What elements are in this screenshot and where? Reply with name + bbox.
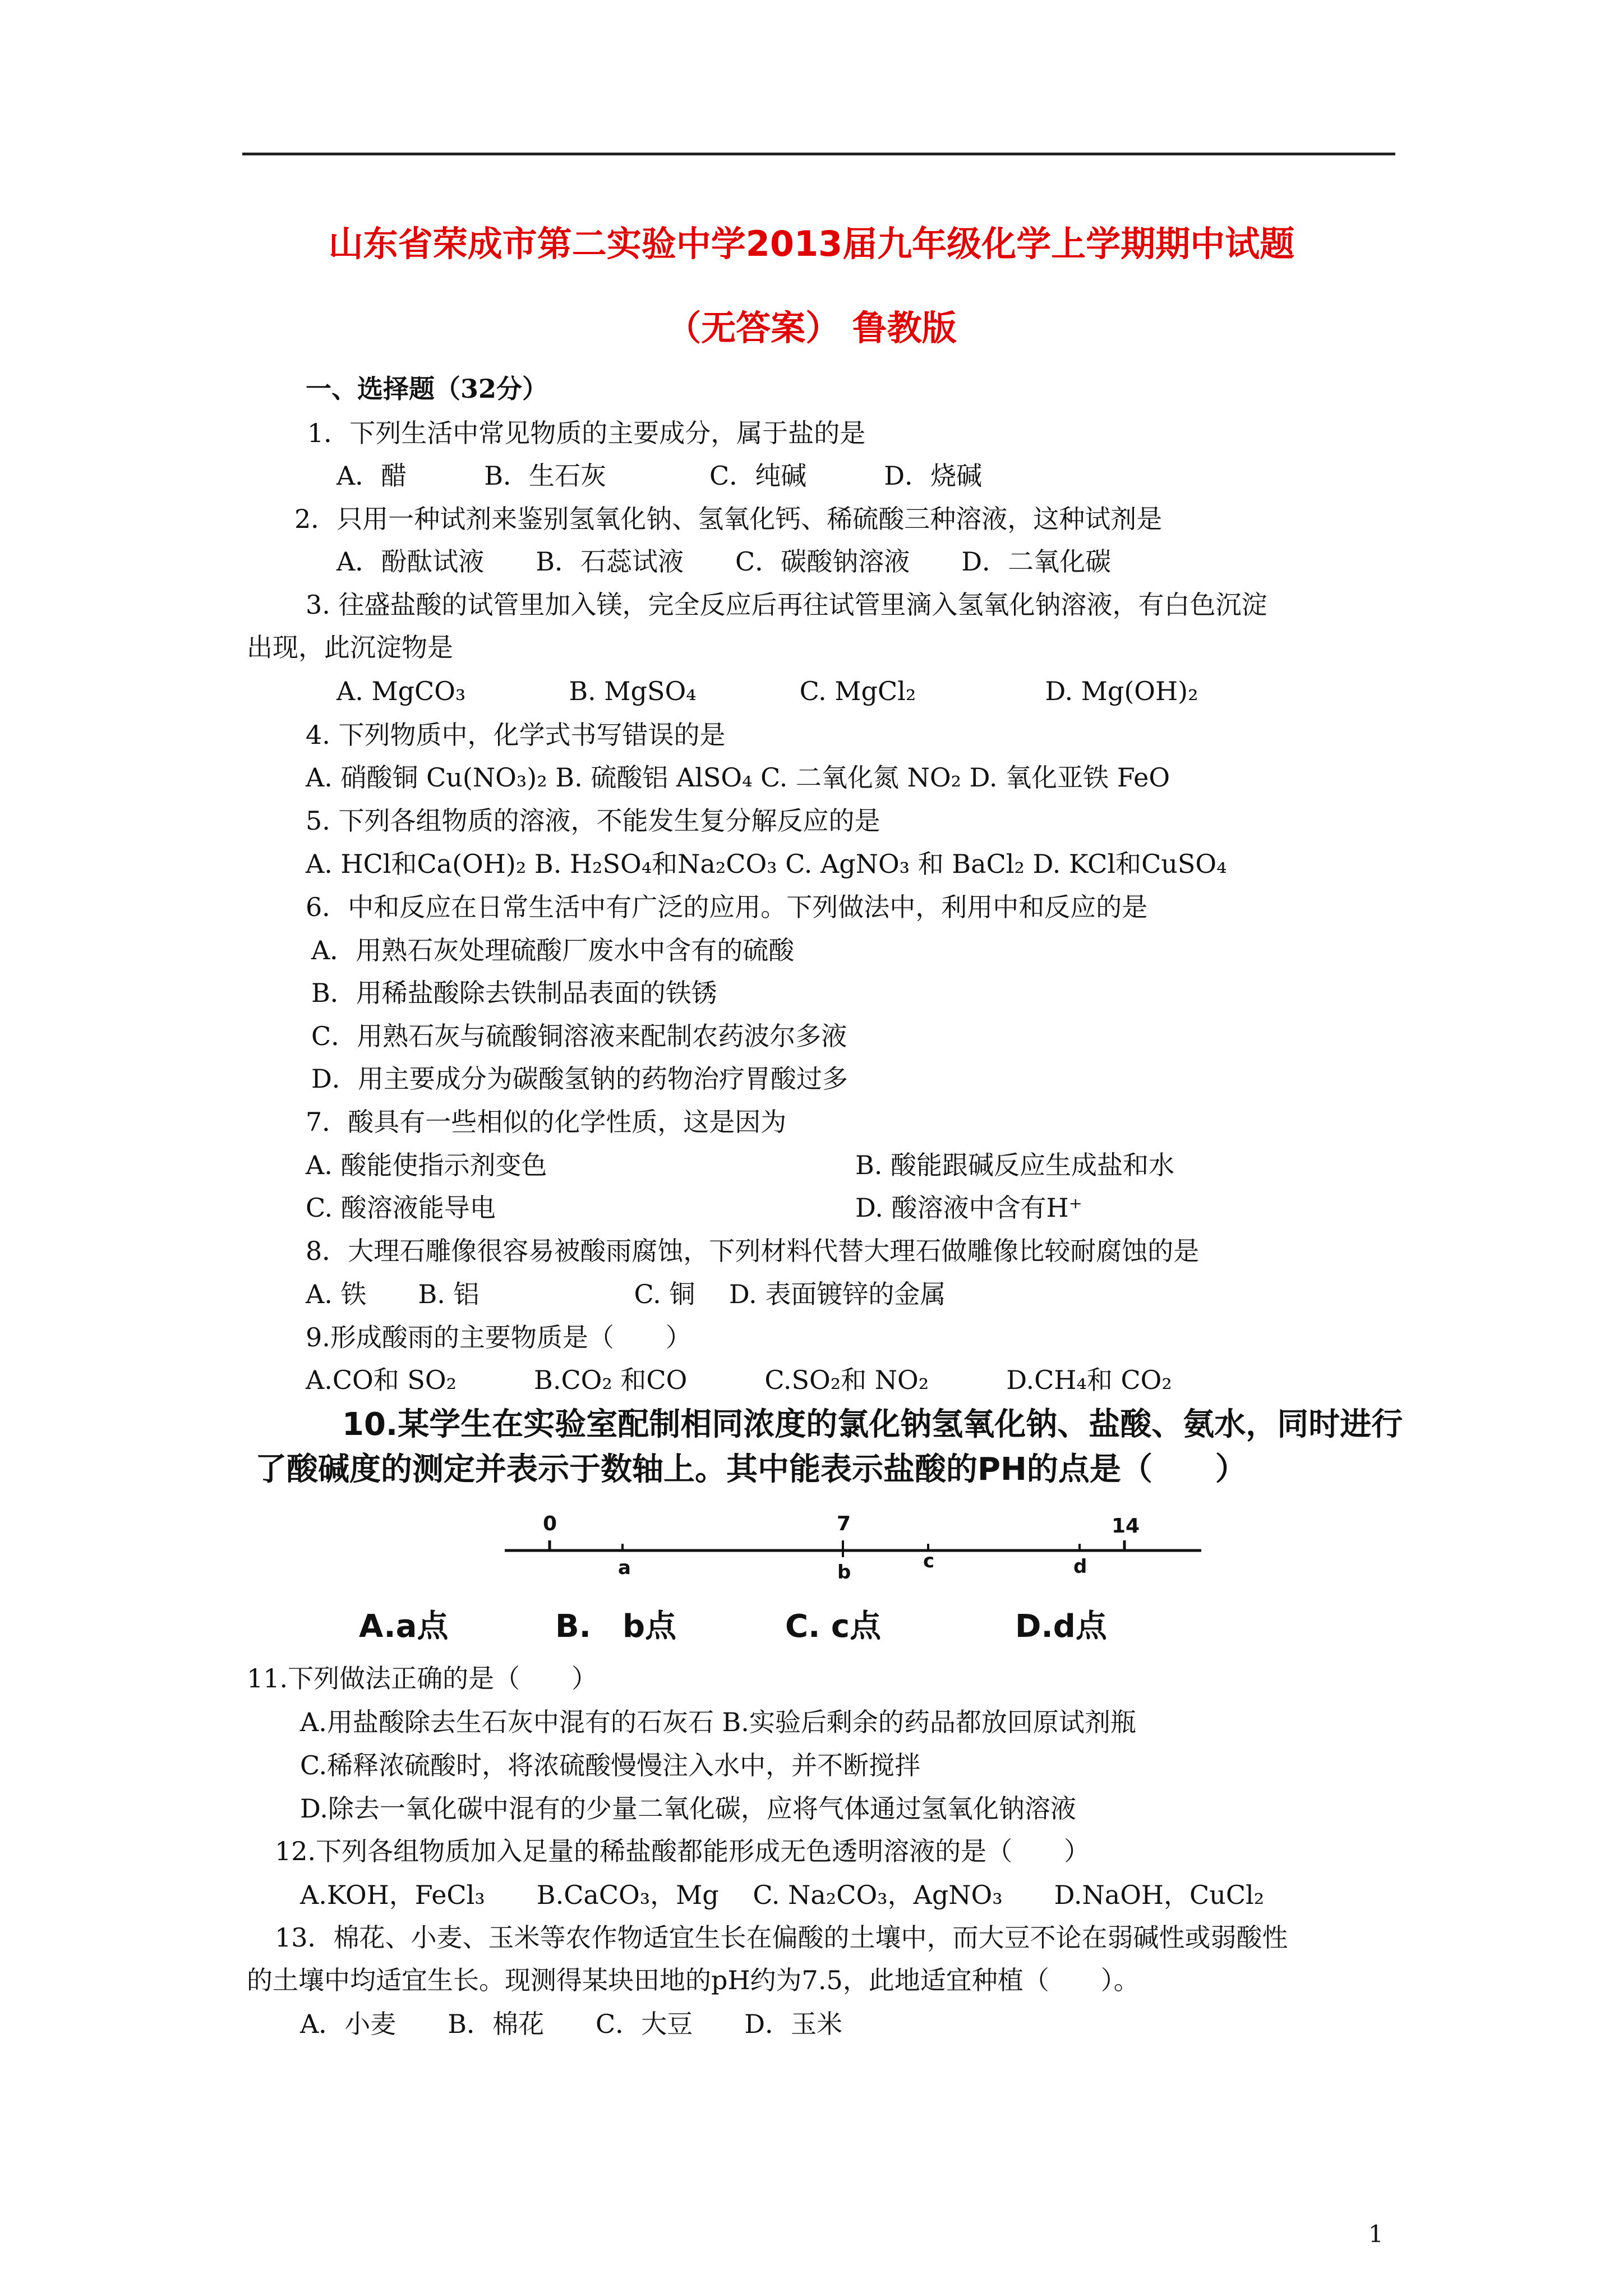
q3-stem-cont: 出现，此沉淀物是 (247, 632, 453, 662)
point-d-label: d (1073, 1556, 1087, 1578)
q7-option-d: D. 酸溶液中含有H⁺ (855, 1193, 1082, 1223)
q13-options: A．小麦 B．棉花 C．大豆 D．玉米 (300, 2009, 843, 2039)
page-number: 1 (1368, 2220, 1384, 2248)
tick-14-label: 14 (1112, 1515, 1140, 1538)
q6-option-b: B．用稀盐酸除去铁制品表面的铁锈 (311, 978, 717, 1008)
q1-stem: 1．下列生活中常见物质的主要成分，属于盐的是 (307, 418, 866, 448)
q5-options: A. HCl和Ca(OH)₂ B. H₂SO₄和Na₂CO₃ C. AgNO₃ 和 BaCl₂ D. KCl和CuSO₄ (306, 849, 1227, 879)
q3-options: A. MgCO₃ B. MgSO₄ C. MgCl₂ D. Mg(OH)₂ (336, 676, 1198, 706)
q13-stem-cont: 的土壤中均适宜生长。现测得某块田地的pH约为7.5，此地适宜种植（ ）。 (247, 1965, 1140, 1995)
q10-option-b: B. b点 (555, 1608, 677, 1645)
tick-7-label: 7 (837, 1512, 851, 1535)
header-rule (242, 153, 1395, 155)
q6-option-a: A．用熟石灰处理硫酸厂废水中含有的硫酸 (311, 935, 795, 965)
q11-stem: 11.下列做法正确的是（ ） (247, 1663, 598, 1694)
q3-stem: 3. 往盛盐酸的试管里加入镁，完全反应后再往试管里滴入氢氧化钠溶液，有白色沉淀 (306, 590, 1267, 620)
q12-options: A.KOH，FeCl₃ B.CaCO₃，Mg C. Na₂CO₃，AgNO₃ D.NaOH，CuCl₂ (300, 1880, 1265, 1910)
q7-stem: 7．酸具有一些相似的化学性质，这是因为 (306, 1107, 787, 1137)
point-b-label: b (837, 1561, 851, 1584)
q8-stem: 8．大理石雕像很容易被酸雨腐蚀，下列材料代替大理石做雕像比较耐腐蚀的是 (306, 1236, 1200, 1266)
section-heading: 一、选择题（32分） (306, 374, 548, 404)
title-line-1: 山东省荣成市第二实验中学2013届九年级化学上学期期中试题 (328, 223, 1295, 264)
q8-options: A. 铁 B. 铝 C. 铜 D. 表面镀锌的金属 (306, 1279, 946, 1309)
q6-option-d: D．用主要成分为碳酸氢钠的药物治疗胃酸过多 (311, 1064, 848, 1094)
title-line-2: （无答案） 鲁教版 (666, 307, 957, 348)
tick-0-label: 0 (543, 1512, 557, 1535)
q10-option-c: C. c点 (785, 1608, 882, 1645)
q4-stem: 4. 下列物质中，化学式书写错误的是 (306, 720, 726, 750)
q10-stem-cont: 了酸碱度的测定并表示于数轴上。其中能表示盐酸的PH的点是（ ） (255, 1451, 1247, 1488)
q4-options: A. 硝酸铜 Cu(NO₃)₂ B. 硫酸铝 AlSO₄ C. 二氧化氮 NO₂ D. 氧化亚铁 FeO (306, 762, 1170, 793)
q7-option-c: C. 酸溶液能导电 (306, 1193, 496, 1223)
q2-options: A．酚酞试液 B．石蕊试液 C．碳酸钠溶液 D．二氧化碳 (336, 546, 1112, 577)
q9-options: A.CO和 SO₂ B.CO₂ 和CO C.SO₂和 NO₂ D.CH₄和 CO₂ (306, 1365, 1172, 1395)
point-a-label: a (618, 1557, 631, 1579)
point-c-label: c (923, 1550, 935, 1572)
q10-stem: 10.某学生在实验室配制相同浓度的氯化钠氢氧化钠、盐酸、氨水，同时进行 (342, 1406, 1403, 1443)
q12-stem: 12.下列各组物质加入足量的稀盐酸都能形成无色透明溶液的是（ ） (275, 1836, 1090, 1866)
q6-stem: 6．中和反应在日常生活中有广泛的应用。下列做法中，利用中和反应的是 (306, 892, 1148, 922)
q6-option-c: C．用熟石灰与硫酸铜溶液来配制农药波尔多液 (311, 1021, 847, 1051)
q5-stem: 5. 下列各组物质的溶液，不能发生复分解反应的是 (306, 806, 880, 836)
q7-option-b: B. 酸能跟碱反应生成盐和水 (855, 1150, 1175, 1180)
ph-number-line (494, 1503, 1211, 1593)
q11-options-ab: A.用盐酸除去生石灰中混有的石灰石 B.实验后剩余的药品都放回原试剂瓶 (300, 1707, 1136, 1737)
q9-stem: 9.形成酸雨的主要物质是（ ） (306, 1322, 691, 1352)
q1-options: A．醋 B．生石灰 C．纯碱 D．烧碱 (336, 461, 983, 491)
q10-option-d: D.d点 (1015, 1608, 1107, 1645)
q2-stem: 2．只用一种试剂来鉴别氢氧化钠、氢氧化钙、稀硫酸三种溶液，这种试剂是 (294, 504, 1163, 534)
q13-stem: 13．棉花、小麦、玉米等农作物适宜生长在偏酸的土壤中，而大豆不论在弱碱性或弱酸性 (275, 1922, 1288, 1953)
q7-option-a: A. 酸能使指示剂变色 (306, 1150, 547, 1180)
q11-option-c: C.稀释浓硫酸时，将浓硫酸慢慢注入水中，并不断搅拌 (300, 1750, 921, 1780)
q11-option-d: D.除去一氧化碳中混有的少量二氧化碳，应将气体通过氢氧化钠溶液 (300, 1793, 1076, 1824)
q10-option-a: A.a点 (359, 1608, 449, 1645)
